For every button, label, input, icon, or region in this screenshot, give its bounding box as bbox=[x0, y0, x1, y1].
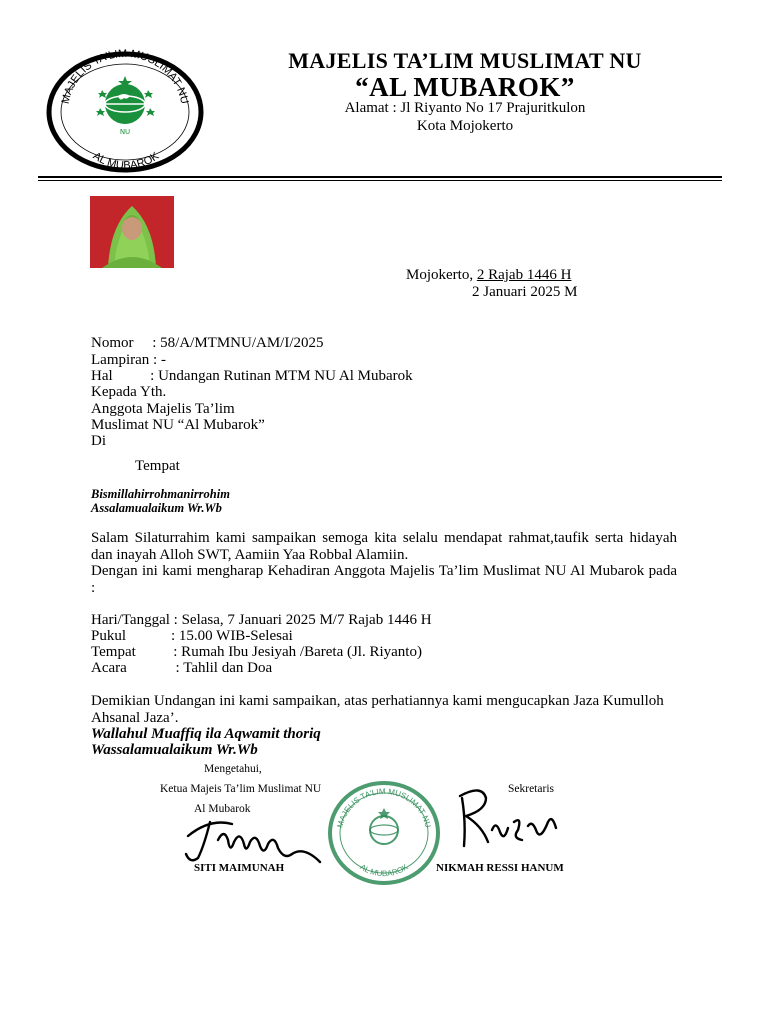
secretary-signature bbox=[452, 786, 562, 856]
chair-title: Ketua Majeis Ta’lim Muslimat NU bbox=[160, 783, 322, 795]
letter-number: Nomor : 58/A/MTMNU/AM/I/2025 bbox=[91, 335, 324, 351]
event-time: Pukul : 15.00 WIB-Selesai bbox=[91, 628, 293, 644]
letter-to: Kepada Yth. bbox=[91, 384, 167, 400]
body-paragraph-2: Dengan ini kami mengharap Kehadiran Anggota Majelis Ta’lim Muslimat NU Al Mubarok pada : bbox=[91, 563, 677, 596]
organization-logo bbox=[40, 46, 210, 176]
letter-subject: Hal : Undangan Rutinan MTM NU Al Mubarok bbox=[91, 368, 413, 384]
closing-salam: Wassalamualaikum Wr.Wb bbox=[91, 742, 258, 758]
opening-salam: Assalamualaikum Wr.Wb bbox=[91, 501, 222, 515]
logo-arc-text: MAJELIS TA'LIM MUSLIMAT NU bbox=[59, 47, 191, 106]
basmalah: Bismillahirrohmanirrohim bbox=[91, 487, 230, 501]
chair-name: SITI MAIMUNAH bbox=[194, 862, 285, 874]
chair-signature bbox=[180, 810, 330, 870]
header-rule-thin bbox=[38, 180, 722, 181]
recipient-line-2: Muslimat NU “Al Mubarok” bbox=[91, 417, 265, 433]
organization-stamp bbox=[326, 780, 442, 886]
organization-city: Kota Mojokerto bbox=[416, 118, 514, 134]
recipient-di: Di bbox=[91, 433, 106, 449]
letter-date-gregorian: 2 Januari 2025 M bbox=[472, 284, 578, 300]
organization-name: MAJELIS TA’LIM MUSLIMAT NU bbox=[288, 48, 642, 73]
header-rule-thick bbox=[38, 176, 722, 178]
secretary-name: NIKMAH RESSI HANUM bbox=[436, 862, 564, 874]
secretary-title: Sekretaris bbox=[508, 783, 554, 795]
person-photo bbox=[90, 196, 174, 268]
chair-organization: Al Mubarok bbox=[194, 803, 251, 815]
event-agenda: Acara : Tahlil dan Doa bbox=[91, 660, 273, 676]
svg-text:AL MUBAROK: AL MUBAROK bbox=[90, 150, 162, 172]
organization-subtitle: “AL MUBAROK” bbox=[355, 72, 575, 102]
body-paragraph-1: Salam Silaturrahim kami sampaikan semoga kita selalu mendapat rahmat,taufik serta hidayah dan inayah Alloh SWT, Aamiin Yaa Robbal Alamiin. bbox=[91, 530, 677, 563]
svg-text:NU: NU bbox=[119, 128, 131, 136]
event-place: Tempat : Rumah Ibu Jesiyah /Bareta (Jl. Riyanto) bbox=[91, 644, 422, 660]
closing-wallahul: Wallahul Muaffiq ila Aqwamit thoriq bbox=[91, 726, 321, 742]
recipient-line-1: Anggota Majelis Ta’lim bbox=[91, 401, 235, 417]
recipient-place: Tempat bbox=[135, 458, 180, 474]
closing-paragraph: Demikian Undangan ini kami sampaikan, atas perhatiannya kami mengucapkan Jaza Kumulloh Ahsanal Jaza’. bbox=[91, 693, 664, 726]
svg-text:AL MUBAROK: AL MUBAROK bbox=[358, 862, 410, 879]
letter-date-hijri: Mojokerto, 2 Rajab 1446 H bbox=[406, 267, 572, 283]
svg-text:MAJELIS TA'LIM MUSLIMAT NU: MAJELIS TA'LIM MUSLIMAT NU bbox=[335, 786, 433, 829]
letter-attachment: Lampiran : - bbox=[91, 352, 166, 368]
acknowledged-label: Mengetahui, bbox=[204, 763, 262, 775]
event-date: Hari/Tanggal : Selasa, 7 Januari 2025 M/7 Rajab 1446 H bbox=[91, 612, 432, 628]
organization-address: Alamat : Jl Riyanto No 17 Prajuritkulon bbox=[344, 100, 586, 116]
